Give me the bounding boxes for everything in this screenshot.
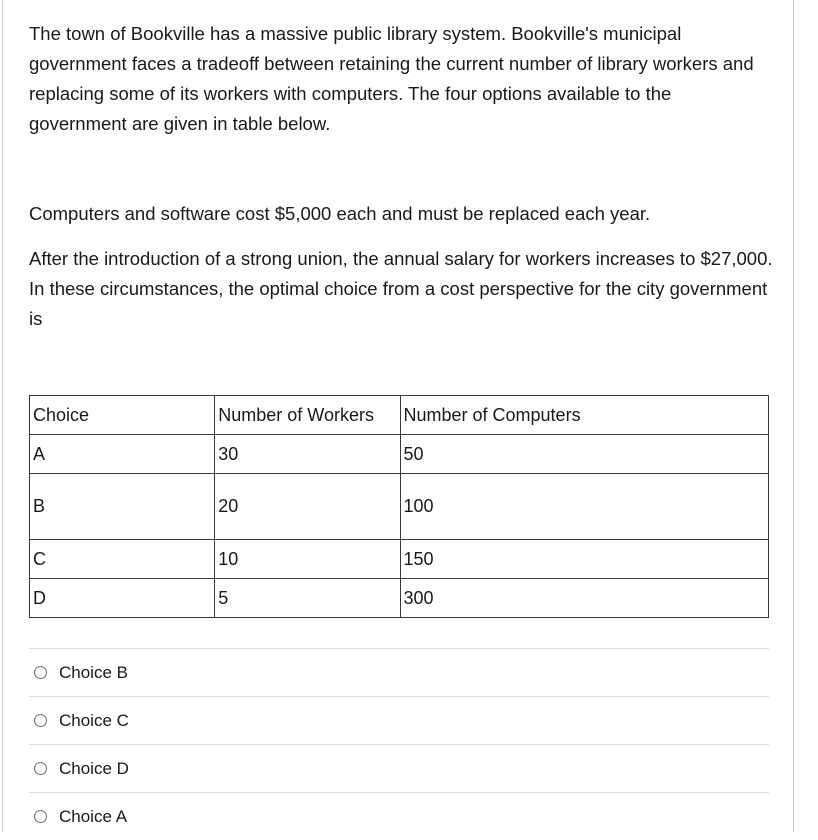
answer-option-label: Choice C (59, 710, 129, 730)
radio-button[interactable] (34, 762, 47, 775)
cell-computers: 100 (400, 474, 769, 540)
table-row (30, 474, 769, 540)
cell-computers: 50 (400, 435, 769, 474)
header-workers: Number of Workers (215, 396, 400, 435)
radio-button[interactable] (34, 666, 47, 679)
cell-computers: 150 (400, 540, 769, 579)
answer-option-label: Choice D (59, 758, 129, 778)
answer-options (29, 648, 769, 840)
cell-workers: 30 (215, 435, 400, 474)
cell-choice: A (30, 435, 215, 474)
cell-choice: D (30, 579, 215, 618)
options-table (29, 395, 769, 618)
cell-computers: 300 (400, 579, 769, 618)
table-row (30, 540, 769, 579)
answer-option-choice-a[interactable] (29, 792, 769, 840)
table-row (30, 435, 769, 474)
question-cost-paragraph: Computers and software cost $5,000 each and must be replaced each year. (29, 203, 651, 224)
table-header-row (30, 396, 769, 435)
cell-workers: 5 (215, 579, 400, 618)
answer-option-label: Choice A (59, 806, 128, 826)
header-computers: Number of Computers (400, 396, 769, 435)
question-prompt-paragraph: After the introduction of a strong union, the annual salary for workers increases to $27,000. In these circumstances, the optimal choice from a cost perspective for the city government is (29, 248, 773, 329)
header-choice: Choice (30, 396, 215, 435)
cell-workers: 10 (215, 540, 400, 579)
cell-choice: C (30, 540, 215, 579)
cell-choice: B (30, 474, 215, 540)
answer-option-choice-b[interactable] (29, 648, 769, 696)
question-intro-paragraph: The town of Bookville has a massive public library system. Bookville's municipal government faces a tradeoff between retaining the current number of library workers and replacing some of its workers with computers. The four options available to the government are given in table below. (29, 23, 754, 134)
table-row (30, 579, 769, 618)
answer-option-label: Choice B (59, 662, 128, 682)
radio-button[interactable] (34, 810, 47, 823)
radio-button[interactable] (34, 714, 47, 727)
cell-workers: 20 (215, 474, 400, 540)
answer-option-choice-d[interactable] (29, 744, 769, 792)
answer-option-choice-c[interactable] (29, 696, 769, 744)
